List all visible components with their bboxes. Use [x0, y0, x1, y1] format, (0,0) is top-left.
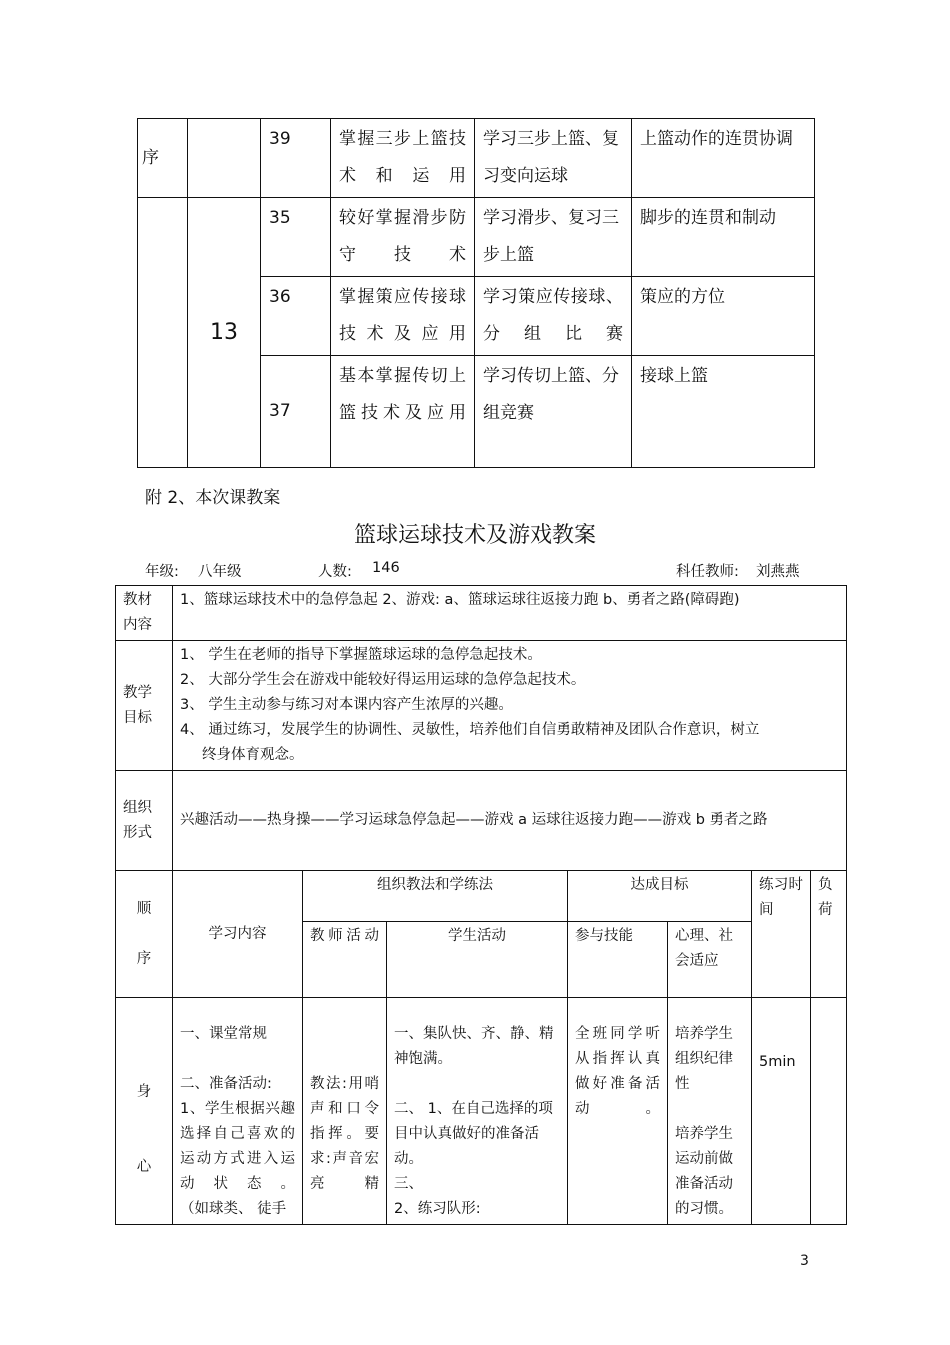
- lesson-goal: 掌握策应传接球技术及应用: [331, 277, 475, 356]
- lesson-focus: 接球上篮: [632, 356, 815, 468]
- order-cell: [138, 119, 188, 198]
- time-header: 练习时间: [752, 871, 811, 998]
- week-cell-empty: [188, 119, 261, 198]
- goal-header: 达成目标: [568, 871, 752, 922]
- lesson-plan-table: [115, 585, 847, 1225]
- lesson-number: 37: [261, 356, 331, 468]
- lesson-focus: 上篮动作的连贯协调: [632, 119, 815, 198]
- psych-line: 培养学生运动前做准备活动的习惯。: [675, 1126, 733, 1217]
- order-header: [116, 871, 173, 998]
- psych-header: 心理、社会适应: [668, 922, 752, 998]
- body-part-a: 身: [136, 1084, 152, 1100]
- student-line: 三、: [394, 1176, 423, 1192]
- lesson-goal: 较好掌握滑步防守技术: [331, 198, 475, 277]
- lesson-schedule-table: [137, 118, 815, 468]
- psych-line: 培养学生组织纪律性: [675, 1026, 733, 1092]
- student-line: 一、集队快、齐、静、精神饱满。: [394, 1026, 554, 1067]
- study-line: 二、准备活动:: [180, 1076, 272, 1092]
- objective-item: 终身体育观念。: [202, 747, 304, 763]
- lesson-content: 学习传切上篮、分组竞赛: [475, 356, 632, 468]
- lesson-content: 学习滑步、复习三步上篮: [475, 198, 632, 277]
- org-text: 兴趣活动——热身操——学习运球急停急起——游戏 a 运球往返接力跑——游戏 b 勇者之路: [173, 771, 847, 871]
- objective-item: 2、 大部分学生会在游戏中能较好得运用运球的急停急起技术。: [180, 672, 586, 688]
- objective-item: 3、 学生主动参与练习对本课内容产生浓厚的兴趣。: [180, 697, 513, 713]
- org-label: 组织形式: [116, 771, 173, 871]
- lesson-focus: 脚步的连贯和制动: [632, 198, 815, 277]
- lesson-content: 学习策应传接球、分组比赛: [475, 277, 632, 356]
- lesson-number: 39: [261, 119, 331, 198]
- order-header-a: 顺: [136, 900, 152, 917]
- page-number: 3: [800, 1253, 809, 1269]
- grade-value: 八年级: [198, 564, 242, 580]
- objective-item: 1、 学生在老师的指导下掌握篮球运球的急停急起技术。: [180, 647, 542, 663]
- teacher-line: 教法:用哨声和口令指挥。要求:声音宏亮精: [310, 1076, 379, 1192]
- appendix-label: 附 2、本次课教案: [145, 488, 281, 508]
- count-value: 146: [372, 560, 400, 576]
- teacher-label: 科任教师:: [676, 564, 739, 580]
- teacher-activity-cell: [303, 998, 387, 1225]
- objectives-cell: [173, 641, 847, 771]
- info-line: [0, 560, 950, 582]
- lesson-content: 学习三步上篮、复习变向运球: [475, 119, 632, 198]
- method-header: 组织教法和学练法: [303, 871, 568, 922]
- objective-label: 教学目标: [116, 641, 173, 771]
- student-line: 2、练习队形:: [394, 1201, 481, 1217]
- load-header: 负荷: [811, 871, 847, 998]
- week-number: 13: [210, 320, 238, 345]
- order-header-b: 序: [136, 950, 152, 967]
- lesson-number: 36: [261, 277, 331, 356]
- material-text: 1、篮球运球技术中的急停急起 2、游戏: a、篮球运球往返接力跑 b、勇者之路(障碍跑): [173, 586, 847, 641]
- body-part-b: 心: [136, 1159, 152, 1175]
- psych-cell: [668, 998, 752, 1225]
- order-cell-lower: [138, 198, 188, 468]
- time-cell: 5min: [752, 998, 811, 1225]
- teacher-value: 刘燕燕: [756, 564, 800, 580]
- study-line: 1、学生根据兴趣选择自己喜欢的运动方式进入运动状态。: [180, 1101, 295, 1192]
- student-activity-header: 学生活动: [387, 922, 568, 998]
- study-content-cell: [173, 998, 303, 1225]
- student-line: 二、 1、在自己选择的项目中认真做好的准备活动。: [394, 1101, 553, 1167]
- objective-item: 4、 通过练习，发展学生的协调性、灵敏性，培养他们自信勇敢精神及团队合作意识，树立: [180, 722, 760, 738]
- lesson-goal: 基本掌握传切上篮技术及应用: [331, 356, 475, 468]
- load-cell: [811, 998, 847, 1225]
- student-activity-cell: [387, 998, 568, 1225]
- body-part-cell: [116, 998, 173, 1225]
- lesson-goal: 掌握三步上篮技术和运用: [331, 119, 475, 198]
- material-label: 教材内容: [116, 586, 173, 641]
- skill-header: 参与技能: [568, 922, 668, 998]
- study-line: 一、课堂常规: [180, 1026, 267, 1042]
- count-label: 人数:: [318, 564, 352, 580]
- lesson-focus: 策应的方位: [632, 277, 815, 356]
- skill-cell: 全班同学听从指挥认真做好准备活动。: [568, 998, 668, 1225]
- teacher-activity-header: 教师活动: [303, 922, 387, 998]
- week-cell: [188, 198, 261, 468]
- order-label: 序: [142, 147, 159, 168]
- page-title: 篮球运球技术及游戏教案: [353, 523, 596, 548]
- grade-label: 年级:: [145, 564, 179, 580]
- lesson-number: 35: [261, 198, 331, 277]
- study-spacer: [180, 1047, 295, 1072]
- study-line: （如球类、 徒手: [180, 1201, 287, 1217]
- study-header: 学习内容: [173, 871, 303, 998]
